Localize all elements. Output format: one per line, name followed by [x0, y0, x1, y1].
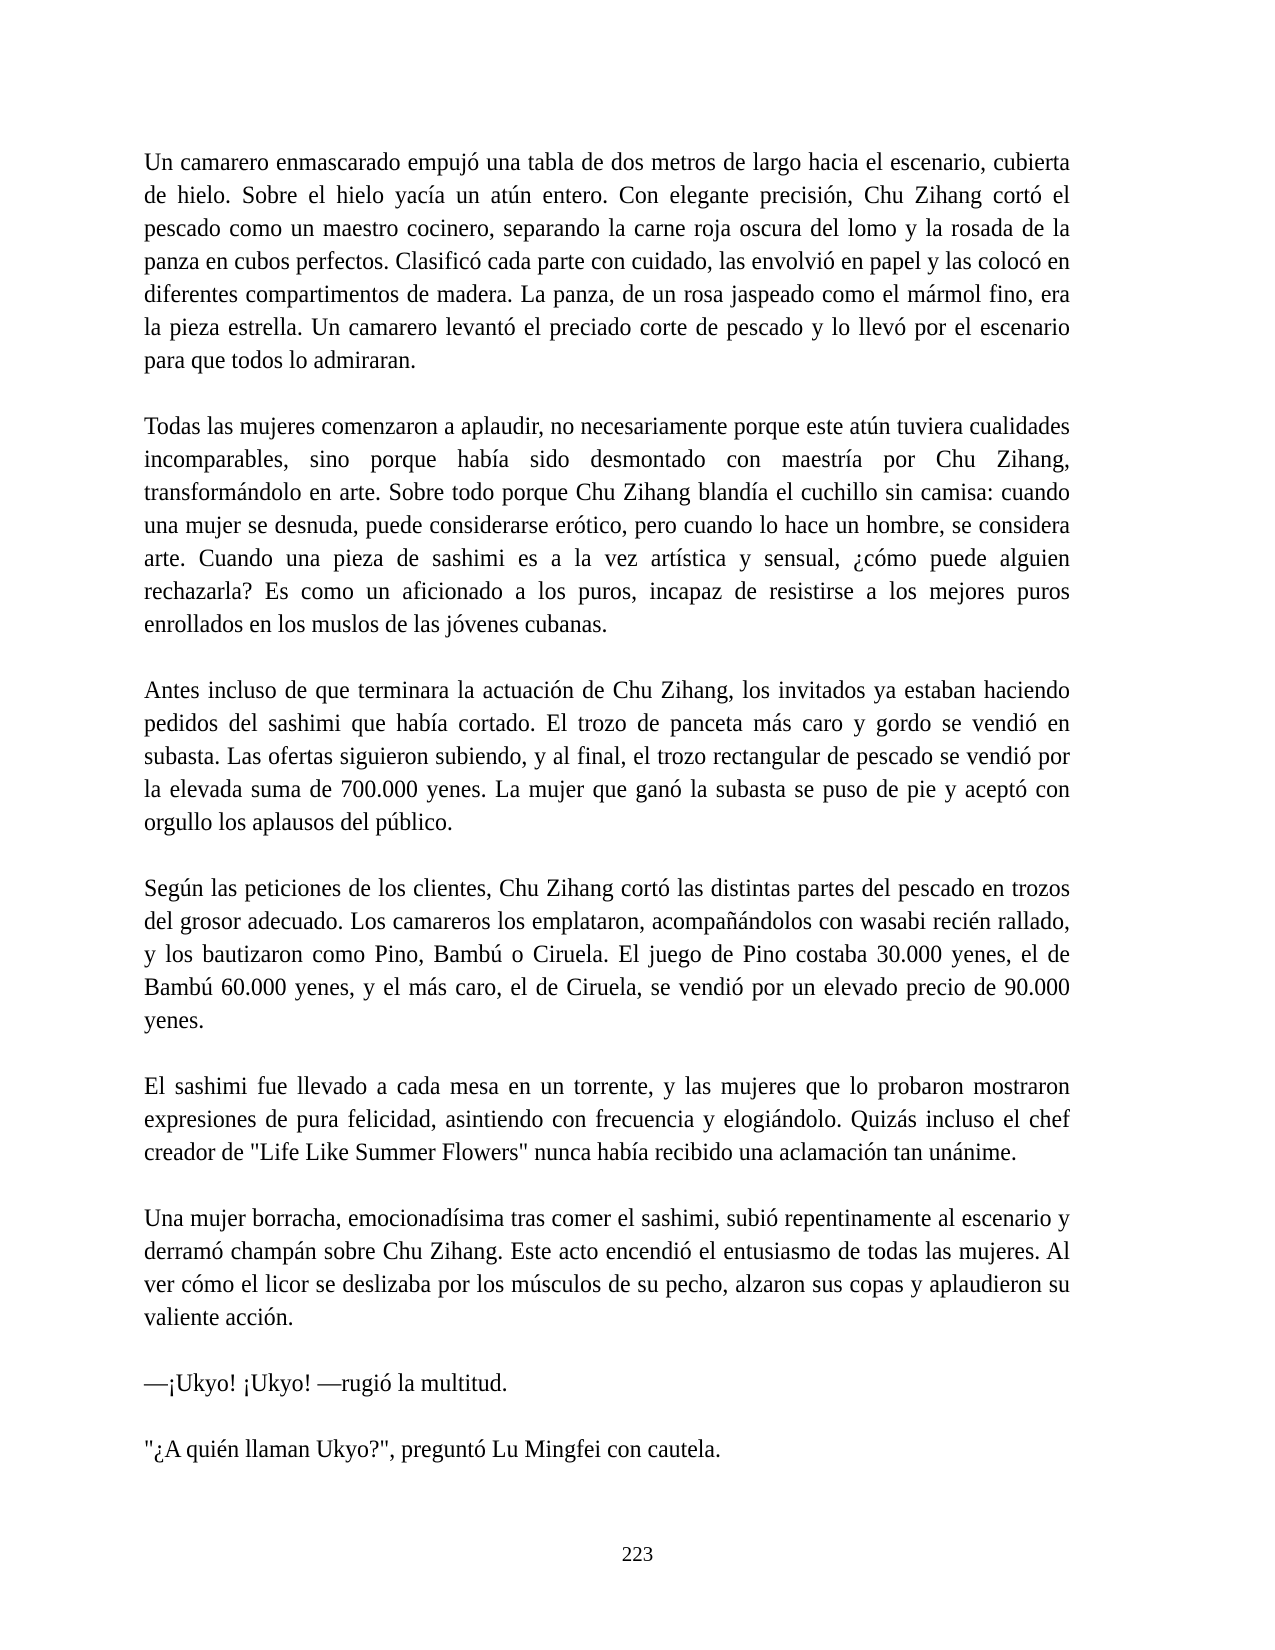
- paragraph-6: Una mujer borracha, emocionadísima tras comer el sashimi, subió repentinamente al escenario y derramó champán sobre Chu Zihang. Este acto encendió el entusiasmo de todas las mujeres. Al ver cómo el licor se deslizaba por los músculos de su pecho, alzaron sus copas y aplaudieron su valiente acción.: [144, 1203, 1070, 1331]
- paragraph-3: Antes incluso de que terminara la actuación de Chu Zihang, los invitados ya estaban haciendo pedidos del sashimi que había cortado. El trozo de panceta más caro y gordo se vendió en subasta. Las ofertas siguieron subiendo, y al final, el trozo rectangular de pescado se vendió por la elevada suma de 700.000 yenes. La mujer que ganó la subasta se puso de pie y aceptó con orgullo los aplausos del público.: [144, 675, 1070, 836]
- dialogue-line-2: "¿A quién llaman Ukyo?", preguntó Lu Mingfei con cautela.: [144, 1434, 721, 1463]
- paragraph-4: Según las peticiones de los clientes, Chu Zihang cortó las distintas partes del pescado en trozos del grosor adecuado. Los camareros los emplataron, acompañándolos con wasabi recién rallado, y los bautizaron como Pino, Bambú o Ciruela. El juego de Pino costaba 30.000 yenes, el de Bambú 60.000 yenes, y el más caro, el de Ciruela, se vendió por un elevado precio de 90.000 yenes.: [144, 873, 1070, 1034]
- body-text-column: [144, 145, 1070, 1465]
- paragraph-1: Un camarero enmascarado empujó una tabla de dos metros de largo hacia el escenario, cubierta de hielo. Sobre el hielo yacía un atún entero. Con elegante precisión, Chu Zihang cortó el pescado como un maestro cocinero, separando la carne roja oscura del lomo y la rosada de la panza en cubos perfectos. Clasificó cada parte con cuidado, las envolvió en papel y las colocó en diferentes compartimentos de madera. La panza, de un rosa jaspeado como el mármol fino, era la pieza estrella. Un camarero levantó el preciado corte de pescado y lo llevó por el escenario para que todos lo admiraran.: [144, 147, 1070, 374]
- page-number: 223: [621, 1542, 654, 1566]
- paragraph-2: Todas las mujeres comenzaron a aplaudir, no necesariamente porque este atún tuviera cualidades incomparables, sino porque había sido desmontado con maestría por Chu Zihang, transformándolo en arte. Sobre todo porque Chu Zihang blandía el cuchillo sin camisa: cuando una mujer se desnuda, puede considerarse erótico, pero cuando lo hace un hombre, se considera arte. Cuando una pieza de sashimi es a la vez artística y sensual, ¿cómo puede alguien rechazarla? Es como un aficionado a los puros, incapaz de resistirse a los mejores puros enrollados en los muslos de las jóvenes cubanas.: [144, 411, 1070, 638]
- paragraph-5: El sashimi fue llevado a cada mesa en un torrente, y las mujeres que lo probaron mostraron expresiones de pura felicidad, asintiendo con frecuencia y elogiándolo. Quizás incluso el chef creador de "Life Like Summer Flowers" nunca había recibido una aclamación tan unánime.: [144, 1071, 1070, 1166]
- dialogue-line-1: —¡Ukyo! ¡Ukyo! —rugió la multitud.: [144, 1368, 508, 1397]
